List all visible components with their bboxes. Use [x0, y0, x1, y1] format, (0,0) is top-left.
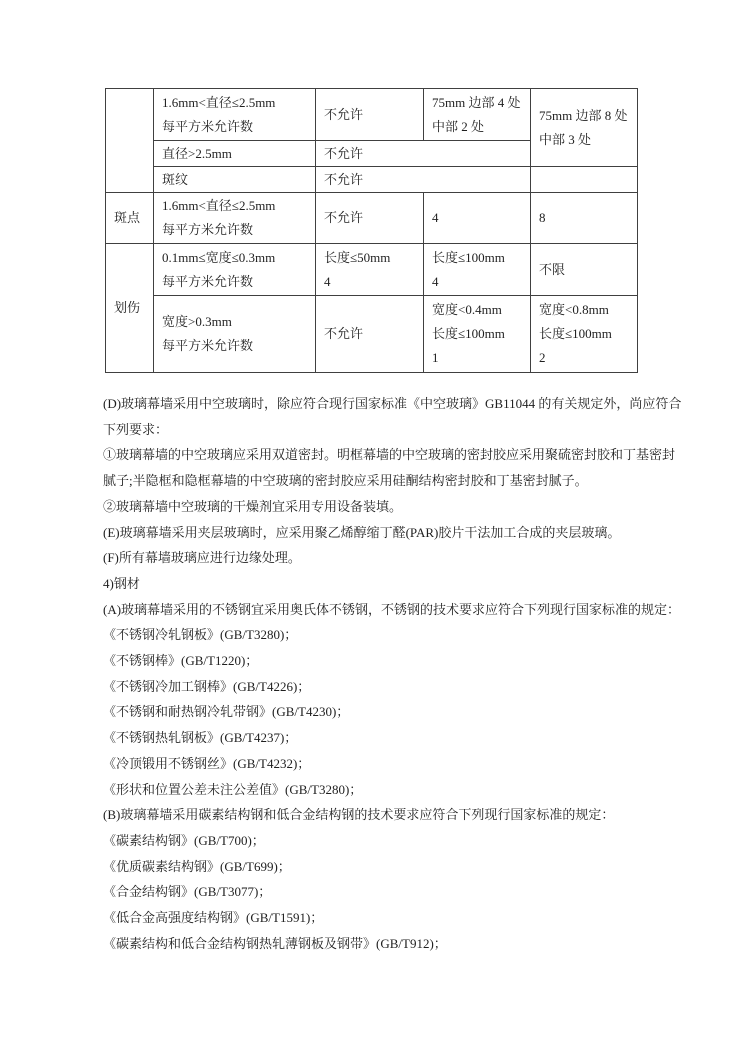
text-line: 《冷顶锻用不锈钢丝》(GB/T4232)；	[103, 755, 311, 771]
text-line: (B)玻璃幕墙采用碳素结构钢和低合金结构钢的技术要求应符合下列现行国家标准的规定：	[103, 807, 615, 823]
cell-line: 不允许	[324, 106, 364, 122]
table-cell	[154, 193, 316, 244]
table-cell	[154, 89, 316, 141]
text-line: 下列要求：	[103, 421, 169, 437]
cell-line: 长度≤100mm	[432, 326, 505, 341]
text-line: 《不锈钢和耐热钢冷轧带钢》(GB/T4230)；	[103, 704, 350, 720]
text-line: 《不锈钢热轧钢板》(GB/T4237)；	[103, 730, 298, 746]
text-line: 《低合金高强度结构钢》(GB/T1591)；	[103, 910, 324, 926]
text-line: ①玻璃幕墙的中空玻璃应采用双道密封。明框幕墙的中空玻璃的密封胶应采用聚硫密封胶和丁基密封	[103, 447, 676, 463]
cell-line: 宽度>0.3mm	[162, 314, 232, 329]
cell-line: 宽度<0.4mm	[432, 302, 502, 317]
table-cell	[106, 193, 154, 244]
table-cell-blank	[106, 89, 154, 193]
text-line: 《碳素结构钢》(GB/T700)；	[103, 832, 265, 848]
table-row	[106, 296, 638, 373]
cell-line: 不允许	[324, 171, 364, 187]
body-text	[103, 391, 682, 956]
text-line: (E)玻璃幕墙采用夹层玻璃时，应采用聚乙烯醇缩丁醛(PAR)胶片干法加工合成的夹层玻璃。	[103, 524, 621, 540]
table-cell	[106, 244, 154, 373]
table-cell	[531, 244, 638, 296]
table-cell	[531, 296, 638, 373]
cell-line: 8	[539, 210, 546, 225]
text-line: (D)玻璃幕墙采用中空玻璃时，除应符合现行国家标准《中空玻璃》GB11044 的有关规定外，尚应符合	[103, 396, 682, 411]
text-line: 腻子;半隐框和隐框幕墙的中空玻璃的密封胶应采用硅酮结构密封胶和丁基密封腻子。	[103, 473, 588, 489]
cell-line: 1.6mm<直径≤2.5mm	[162, 198, 276, 213]
table-cell	[424, 193, 531, 244]
cell-line: 2	[539, 350, 546, 365]
cell-line: 斑点	[114, 210, 141, 225]
table-cell-blank	[531, 167, 638, 193]
cell-line: 宽度<0.8mm	[539, 302, 609, 317]
table-cell	[531, 89, 638, 167]
table-cell	[154, 244, 316, 296]
cell-line: 长度≤50mm	[324, 249, 391, 265]
table-cell	[424, 89, 531, 141]
cell-line: 每平方米允许数	[162, 338, 254, 353]
table-cell	[316, 89, 424, 141]
cell-line: 1	[432, 350, 439, 365]
cell-line: 75mm 边部 4 处	[432, 94, 521, 110]
cell-line: 斑纹	[162, 171, 189, 187]
cell-line: 不允许	[324, 145, 364, 161]
text-line: 4)钢材	[103, 575, 140, 591]
text-line: ②玻璃幕墙中空玻璃的干燥剂宜采用专用设备装填。	[103, 498, 403, 514]
cell-line: 1.6mm<直径≤2.5mm	[162, 94, 276, 110]
table-cell	[316, 167, 531, 193]
text-line: (A)玻璃幕墙采用的不锈钢宜采用奥氏体不锈钢，不锈钢的技术要求应符合下列现行国家标准的规定：	[103, 601, 681, 617]
table-cell	[316, 193, 424, 244]
cell-line: 0.1mm≤宽度≤0.3mm	[162, 249, 276, 265]
table-cell	[154, 167, 316, 193]
table-row	[106, 167, 638, 193]
cell-line: 长度≤100mm	[539, 326, 612, 341]
table-row	[106, 89, 638, 141]
text-line: 《不锈钢冷加工钢棒》(GB/T4226)；	[103, 678, 311, 694]
table-cell	[424, 296, 531, 373]
cell-line: 每平方米允许数	[162, 222, 254, 237]
cell-line: 不限	[539, 261, 566, 277]
text-line: 《碳素结构和低合金结构钢热轧薄钢板及钢带》(GB/T912)；	[103, 935, 447, 951]
cell-line: 长度≤100mm	[432, 249, 505, 265]
table-cell	[316, 296, 424, 373]
table-cell	[316, 141, 531, 167]
cell-line: 4	[432, 273, 439, 289]
table-cell	[316, 244, 424, 296]
cell-line: 75mm 边部 8 处	[539, 107, 628, 123]
table-cell	[531, 193, 638, 244]
cell-line: 中部 3 处	[539, 131, 592, 147]
cell-line: 每平方米允许数	[162, 118, 254, 134]
table-row	[106, 244, 638, 296]
text-line: 《不锈钢棒》(GB/T1220)；	[103, 653, 259, 669]
table-cell	[424, 244, 531, 296]
cell-line: 直径>2.5mm	[162, 145, 232, 161]
text-line: 《合金结构钢》(GB/T3077)；	[103, 884, 272, 900]
cell-line: 中部 2 处	[432, 118, 485, 134]
cell-line: 4	[432, 210, 439, 225]
glass-defects-table	[105, 88, 638, 373]
cell-line: 不允许	[324, 210, 364, 225]
text-line: 《不锈钢冷轧钢板》(GB/T3280)；	[103, 627, 298, 643]
cell-line: 4	[324, 273, 331, 289]
cell-line: 划伤	[114, 300, 141, 315]
table-cell	[154, 296, 316, 373]
table-cell	[154, 141, 316, 167]
text-line: (F)所有幕墙玻璃应进行边缘处理。	[103, 550, 301, 566]
cell-line: 不允许	[324, 326, 364, 341]
text-line: 《形状和位置公差未注公差值》(GB/T3280)；	[103, 781, 363, 797]
table-row	[106, 193, 638, 244]
text-line: 《优质碳素结构钢》(GB/T699)；	[103, 858, 291, 874]
cell-line: 每平方米允许数	[162, 273, 254, 289]
